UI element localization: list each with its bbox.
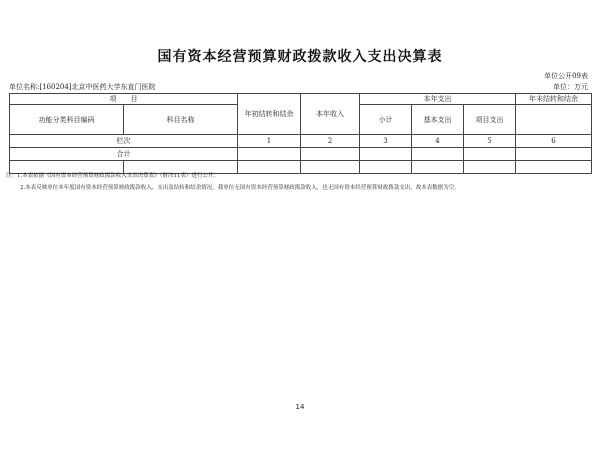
column-index-row: [10, 135, 592, 148]
currency-unit: 单位：万元: [553, 83, 588, 91]
column-index-cell: 1: [238, 135, 301, 148]
column-index-cell: 6: [516, 135, 592, 148]
header-row-1: [10, 94, 592, 105]
header-closing-balance: 年末结转和结余: [516, 94, 592, 105]
form-code: 单位公开09表: [544, 72, 588, 80]
header-func-code: 功能分类科目编码: [10, 105, 124, 135]
total-cell: [412, 148, 464, 161]
report-title: 国有资本经营预算财政拨款收入支出决算表: [157, 49, 443, 65]
header-basic-expense: 基本支出: [412, 105, 464, 135]
header-subtotal: 小计: [360, 105, 412, 135]
header-closing-blank: [516, 105, 592, 135]
total-cell: [464, 148, 516, 161]
total-cell: [516, 148, 592, 161]
note-2: 2.本表反映单位本年度国有资本经营预算财政拨款收入、支出及结转和结余情况。我单位无国有资本经营预算财政拨款收入，也无国有资本经营预算财政拨款支出，故本表数据为空。: [20, 185, 460, 191]
unit-name: 单位名称:[160204]北京中医药大学东直门医院: [9, 83, 156, 91]
note-1: 注：1.本表依据《国有资本经营预算财政拨款收入支出决算表》（财决11表）进行公开。: [6, 173, 219, 179]
empty-cell: [516, 161, 592, 174]
notes: [6, 170, 460, 194]
column-index-cell: 4: [412, 135, 464, 148]
header-subject-name: 科目名称: [124, 105, 238, 135]
total-label: 合计: [10, 148, 238, 161]
header-opening-balance: 年初结转和结余: [238, 94, 301, 135]
column-index-cell: 3: [360, 135, 412, 148]
total-cell: [238, 148, 301, 161]
header-current-income: 本年收入: [301, 94, 360, 135]
header-current-expense: 本年支出: [360, 94, 516, 105]
page-number: 14: [295, 403, 305, 411]
total-row: [10, 148, 592, 161]
column-index-label: 栏次: [10, 135, 238, 148]
header-item: 项 目: [10, 94, 238, 105]
column-index-cell: 2: [301, 135, 360, 148]
header-project-expense: 项目支出: [464, 105, 516, 135]
column-index-cell: 5: [464, 135, 516, 148]
total-cell: [301, 148, 360, 161]
total-cell: [360, 148, 412, 161]
empty-cell: [464, 161, 516, 174]
budget-table: [9, 93, 592, 174]
